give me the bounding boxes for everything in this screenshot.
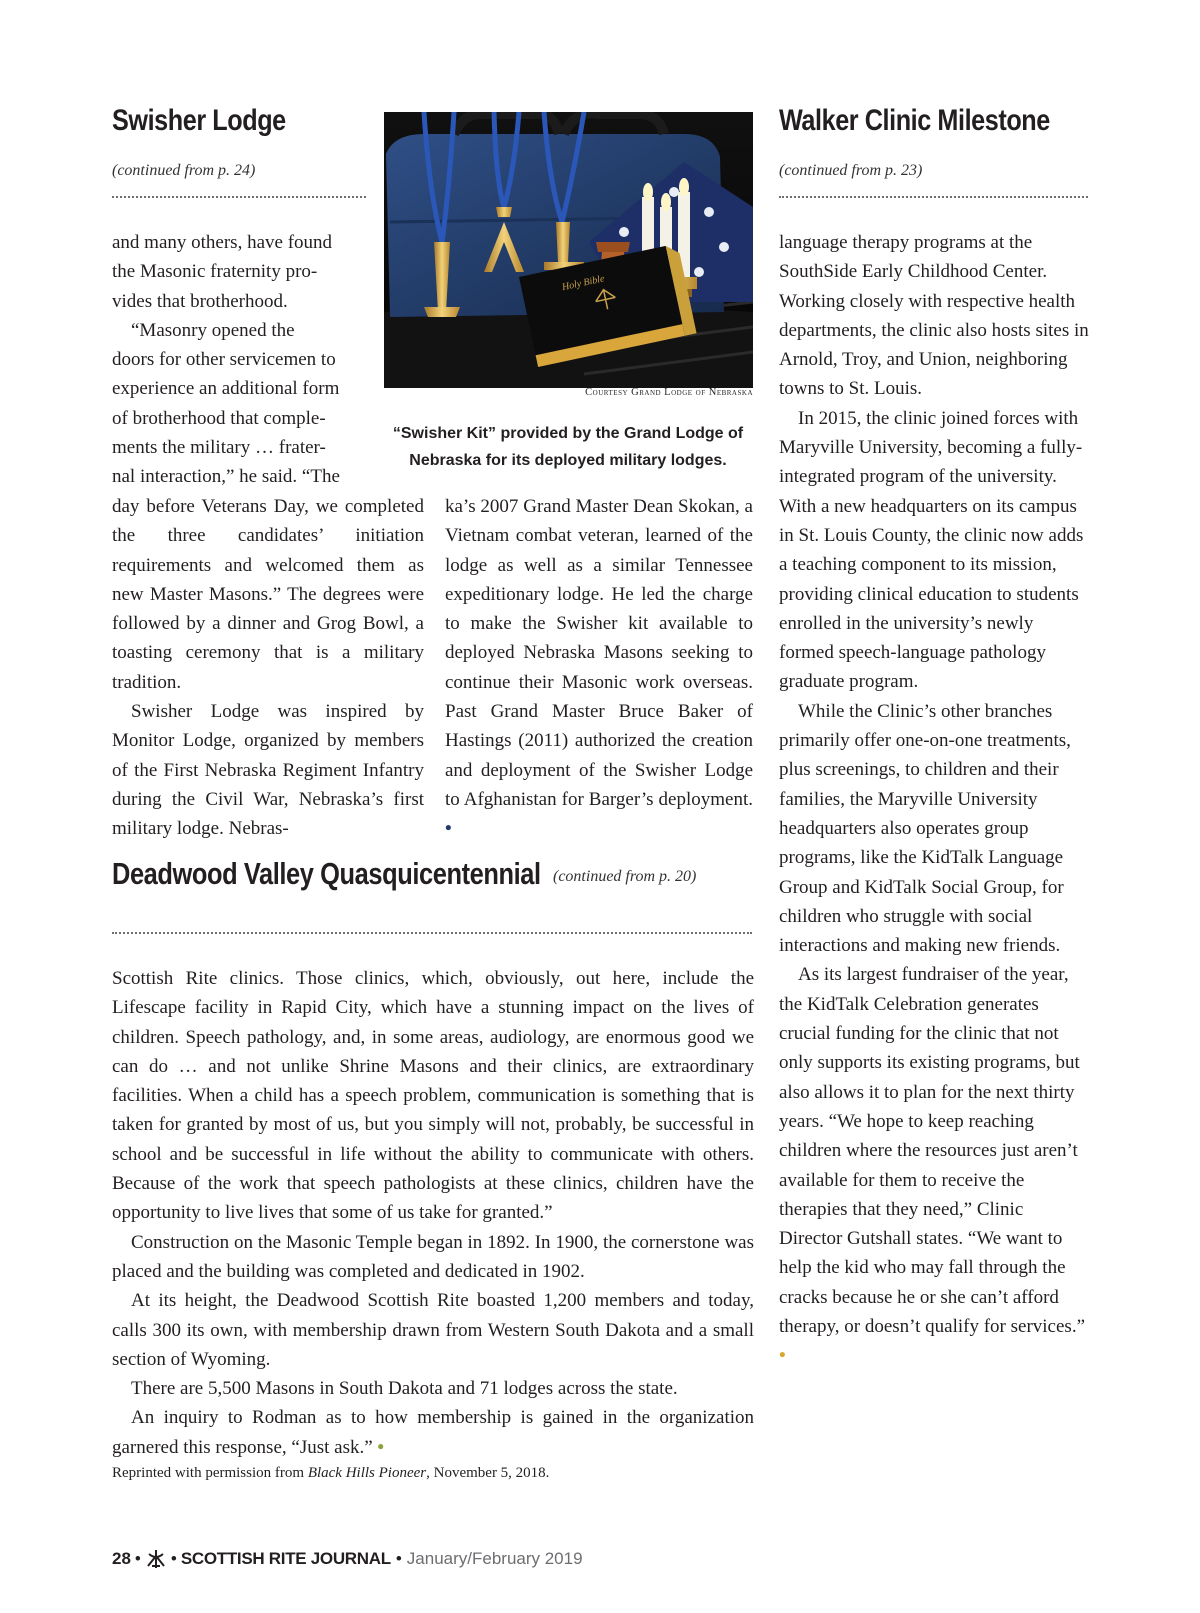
end-mark: • [779,1345,786,1367]
swisher-paragraph-text: ka’s 2007 Grand Master Dean Skokan, a Vietnam combat veteran, learned of the lodge as well as a similar Tennessee expeditionary lodge. He led the charge to make the Swisher kit available to deployed Nebraska Masons seeking to continue their Masonic work overseas. Past Grand Master Bruce Baker of Hastings (2011) authorized the creation and deployment of the Swisher Lodge to Afghanistan for Barger’s deployment. [445,496,753,810]
swisher-column-1-bottom [112,492,424,844]
bible-label: Holy Bible [561,273,606,294]
deadwood-paragraph: Scottish Rite clinics. Those clinics, which, obviously, out here, include the Lifescape facility in Rapid City, which have a stunning impact on the lives of children. Speech pathology, and, in some areas, audiology, are enormous good we can do … and not unlike Shrine Masons and their clinics, are extraordinary facilities. When a child has a speech problem, communication is something that is taken for granted by most of us, but you simply will not, probably, be successful in school and be successful in life without the ability to communicate with others. Because of the work that speech pathologists at these clinics, children have the opportunity to live lives that some of us take for granted.” [112,968,754,1224]
footer-separator: • [134,1549,141,1568]
swisher-dotted-rule [112,196,366,198]
swisher-line: vides that brotherhood. [112,290,288,312]
footer-separator: • [170,1549,177,1568]
swisher-paragraph: Swisher Lodge was inspired by Monitor Lodge, organized by members of the First Nebraska Regiment Infantry during the Civil War, Nebraska’s first military lodge. Nebras- [112,701,424,840]
walker-paragraph: While the Clinic’s other branches primarily offer one-on-one treatments, plus screenings, to children and their families, the Maryville University headquarters also operates group programs, like the KidTalk Language Group and KidTalk Social Group, for children who struggle with social interactions and making new friends. [779,700,1071,957]
page-footer [112,1546,583,1572]
deadwood-title-row [112,856,752,900]
walker-paragraph [779,960,1090,1370]
swisher-paragraph: day before Veterans Day, we completed the three candidates’ initiation requirements and welcomed them as new Master Masons.” The degrees were followed by a dinner and Grog Bowl, a toasting ceremony that is a military tradition. [112,496,424,693]
end-mark: • [445,818,452,840]
swisher-paragraph [445,492,753,844]
end-mark: • [377,1436,385,1458]
swisher-line: of brotherhood that comple- [112,407,326,429]
deadwood-paragraph: There are 5,500 Masons in South Dakota and 71 lodges across the state. [131,1378,678,1400]
swisher-column-2 [445,492,753,844]
issue-date: January/February 2019 [406,1549,583,1568]
deadwood-paragraph: Construction on the Masonic Temple began in 1892. In 1900, the cornerstone was placed and the building was completed and dedicated in 1902. [112,1231,754,1282]
swisher-line: doors for other servicemen to [112,349,336,371]
deadwood-paragraph-text: An inquiry to Rodman as to how membership is gained in the organization garnered this response, “Just ask.” [112,1407,754,1458]
deadwood-continued-note: (continued from p. 20) [553,868,697,885]
walker-continued-note: (continued from p. 23) [779,162,923,179]
swisher-headline: Swisher Lodge [112,104,286,137]
swisher-line: and many others, have found [112,232,333,253]
swisher-line: the Masonic fraternity pro- [112,261,318,283]
walker-paragraph: language therapy programs at the SouthSide Early Childhood Center. Working closely with respective health departments, the clinic also hosts sites in Arnold, Troy, and Union, neighboring towns to St. Louis. [779,232,1089,400]
swisher-kit-photo [384,112,753,388]
walker-paragraph: In 2015, the clinic joined forces with Maryville University, becoming a fully-integrated program of the university. With a new headquarters on its campus in St. Louis County, the clinic now adds a teaching component to its mission, providing clinical education to students enrolled in the university’s newly formed speech-language pathology graduate program. [779,407,1084,693]
walker-dotted-rule [779,196,1088,198]
publication-name: SCOTTISH RITE JOURNAL [180,1549,391,1568]
double-headed-eagle-icon [145,1548,167,1570]
footer-separator: • [395,1549,402,1568]
swisher-kit-photo-image [384,112,753,388]
swisher-line: ments the military … frater- [112,437,326,459]
swisher-line: experience an additional form [112,378,340,400]
walker-paragraph-text: As its largest fundraiser of the year, the KidTalk Celebration generates crucial funding for the clinic that not only supports its existing programs, but also allows it to plan for the next thirty years. “We hope to keep reaching children where the resources just aren’t available for them to receive the therapies that they need,” Clinic Director Gutshall states. “We want to help the kid who may fall through the cracks because he or she can’t afford therapy, or doesn’t qualify for services.” [779,964,1086,1337]
swisher-column-1-top [112,228,367,492]
swisher-continued-note: (continued from p. 24) [112,162,256,179]
swisher-line: “Masonry opened the [131,319,295,341]
swisher-line: nal interaction,” he said. “The [112,466,340,488]
deadwood-headline: Deadwood Valley Quasquicentennial [112,856,541,891]
deadwood-paragraph [112,1403,754,1462]
photo-credit: Courtesy Grand Lodge of Nebraska [585,387,753,398]
walker-body [779,228,1090,1371]
reprint-suffix: , November 5, 2018. [426,1465,550,1481]
reprint-source: Black Hills Pioneer [307,1465,427,1481]
reprint-prefix: Reprinted with permission from [112,1465,308,1481]
deadwood-dotted-rule [112,932,752,934]
page-number: 28 [112,1549,131,1568]
photo-caption: “Swisher Kit” provided by the Grand Lodge of Nebraska for its deployed military lodges. [392,425,744,469]
reprint-note [112,1465,549,1482]
deadwood-body [112,964,754,1462]
deadwood-paragraph: At its height, the Deadwood Scottish Rite boasted 1,200 members and today, calls 300 its own, with membership drawn from Western South Dakota and a small section of Wyoming. [112,1290,754,1370]
walker-headline: Walker Clinic Milestone [779,104,1050,137]
